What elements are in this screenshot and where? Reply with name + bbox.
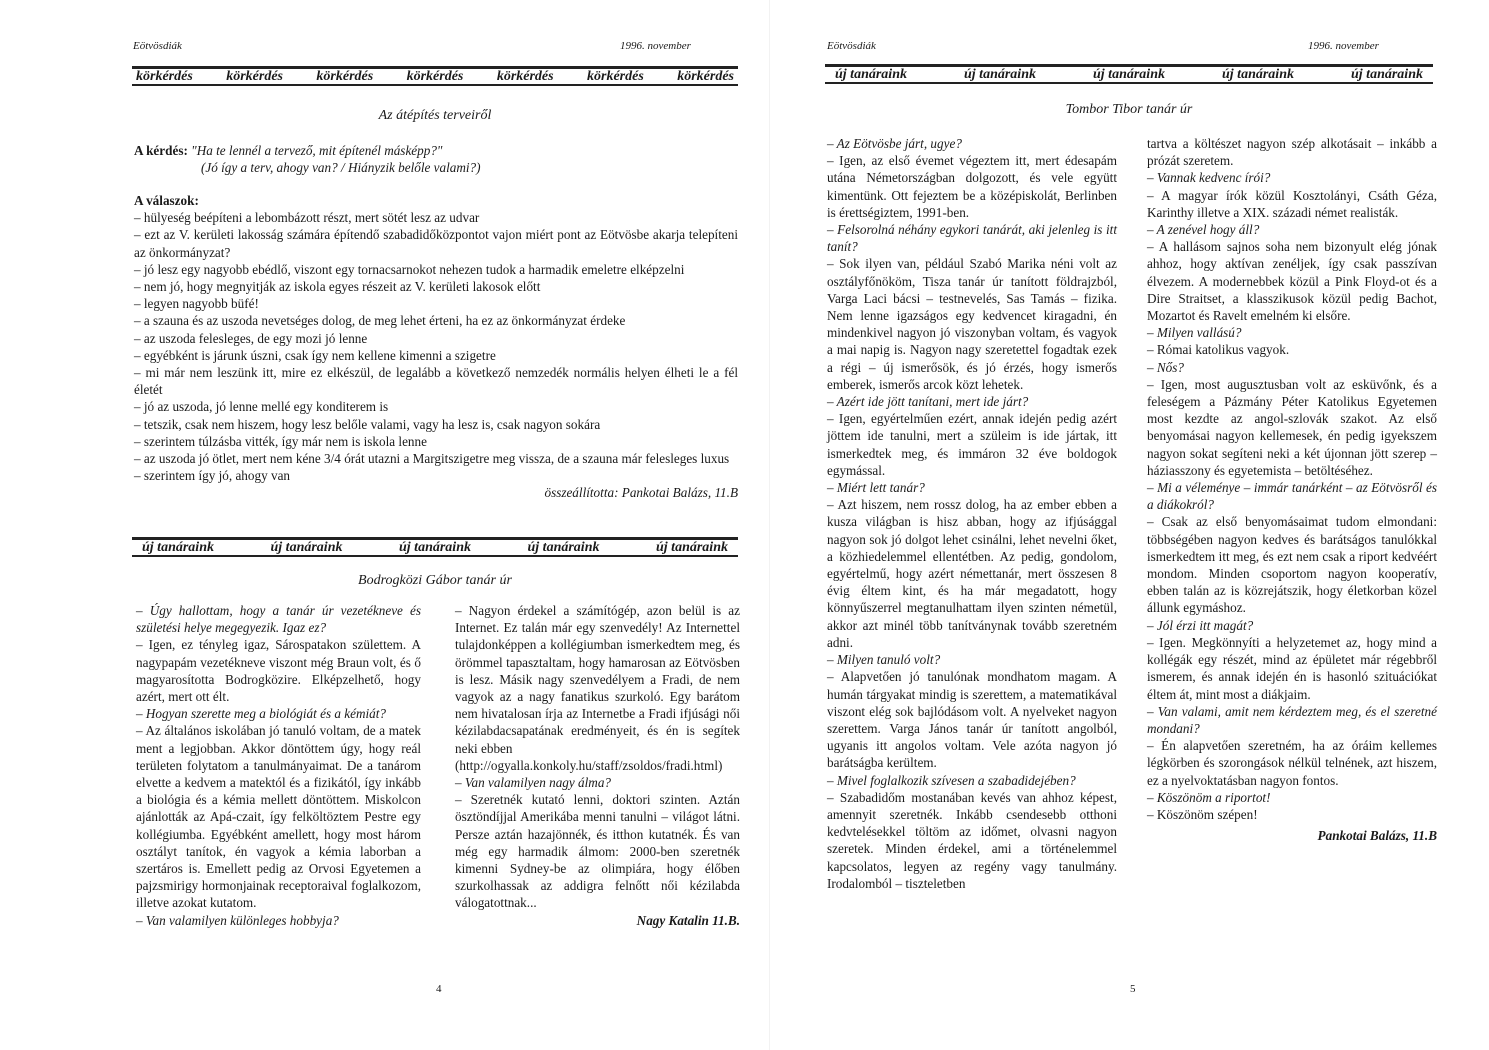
interview-answer: – Sok ilyen van, például Szabó Marika néni volt az osztályfőnököm, Tisza tanár úr tanított földrajzból, Varga Laci bácsi – testnevelés, Sas Tamás – fizika. Nem lenne igazságos egy kedvencet kiragadni, én mindenkivel nagyon jó viszonyban voltam, és vagyok a mai napig is. Nagyon nagy szeretettel fogadtak ezek a régi – új ismerősök, és jó érzés, hogy ismerős emberek, ismerős arcok közt lehetek. — [827, 256, 1117, 392]
section-bar-uj-tanaraink — [825, 64, 1433, 84]
interview-answer: – Igen, egyértelműen ezért, annak idején pedig azért jöttem ide tanulni, mert a szüleim is ide jártak, itt ismerkedtek meg, és immáron 32 éve boldogok egymással. — [827, 411, 1117, 478]
section-label: körkérdés — [136, 68, 193, 84]
interview-question: – Mivel foglalkozik szívesen a szabadidejében? — [827, 772, 1076, 788]
interview-answer: (http://ogyalla.konkoly.hu/staff/zsoldos/fradi.html) — [455, 757, 723, 773]
interview-answer: – Igen. Megkönnyíti a helyzetemet az, hogy mind a kollégák egy részét, mind az épületet már régebbről ismerem, és annak idején én is hasonló szituációkat éltem át, mint most a diákjaim. — [1147, 634, 1437, 702]
interview-column-2 — [1147, 135, 1437, 844]
interview-answer: – Azt hiszem, nem rossz dolog, ha az ember ebben a kusza világban is hisz abban, hogy az ifjúsággal nagyon sok jó dolgot lehet csinálni, lehet nevelni őket, a közhiedelemmel ellentétben. Az pedig, gondolom, egyértelmű, hogy azért némettanár, mert összesen 8 évig éltem kint, és ha már megadatott, hogy könnyűszerrel megtanulhattam ilyen szinten németül, akkor azt minél több tanítványnak tovább szeretném adni. — [827, 497, 1117, 650]
survey-answer: – hülyeség beépíteni a lebombázott részt, mert sötét lesz az udvar — [134, 210, 480, 226]
survey-title: Az átépítés terveiről — [378, 108, 492, 123]
interview-column-1 — [136, 602, 421, 929]
interview-answer: – Én alapvetően szeretném, ha az óráim kellemes légkörben és szorongások nélkül telnének, azt hiszem, ez a nyelvoktatásban nagyon fontos. — [1147, 738, 1437, 788]
interview-answer: – Az általános iskolában jó tanuló voltam, de a matek ment a legjobban. Akkor döntöttem úgy, hogy reál területen folytatom a tanulmányaimat. De a tanárom elvette a kedvem a matektól és a fizikától, így inkább a biológia és a kémia mellett döntöttem. Miskolcon ajánlották az Apá-czait, így felköltöztem Pestre egy kollégiumba. Egyébként amellett, hogy most három osztályt tanítok, én vagyok a kémia laborban a szertáros is. Emellett pedig az Orvosi Egyetemen a pajzsmirigy hormonjainak receptoraival foglalkozom, illetve azokat kutatom. — [136, 723, 421, 911]
survey-answer: – mi már nem leszünk itt, mire ez elkészül, de legalább a következő nemzedék normális helyen élheti le a fél életét — [134, 365, 738, 398]
running-head-title: Eötvösdiák — [827, 40, 876, 52]
interview-answer: – Nagyon érdekel a számítógép, azon belül is az Internet. Ez talán már egy szenvedély! Az Internettel tulajdonképpen a kollégiumban ismerkedtem meg, és örömmel tapasztaltam, hogy hamarosan az Eötvösben is lesz. Másik nagy szenvedélyem a Fradi, de nem vagyok az a nagy fanatikus szurkoló. Egy barátom nem hivatalosan írja az Internetbe a Fradi ifjúsági női kézilabdacsapatának eredményeit, és én is segítek neki ebben — [455, 603, 740, 756]
column-body — [455, 602, 740, 912]
interview-title: Bodrogközi Gábor tanár úr — [358, 573, 512, 588]
section-label: körkérdés — [226, 68, 283, 84]
section-label: új tanáraink — [1093, 66, 1165, 82]
survey-signature: összeállította: Pankotai Balázs, 11.B — [544, 485, 738, 501]
interview-signature: Pankotai Balázs, 11.B — [1317, 828, 1437, 844]
section-label: új tanáraink — [964, 66, 1036, 82]
answers-label: A válaszok: — [134, 193, 199, 208]
survey-answer: – nem jó, hogy megnyitják az iskola egyes részeit az V. kerületi lakosok előtt — [134, 279, 541, 295]
section-bar-korkerdes — [132, 66, 738, 86]
interview-answer: – Igen, az első évemet végeztem itt, mert édesapám utána Németországban dolgozott, és vele együtt kimentünk. Ott fejeztem be a középiskolát, Berlinben is érettségiztem, 1991-ben. — [827, 153, 1117, 220]
interview-signature: Nagy Katalin 11.B. — [636, 912, 740, 928]
section-label: új tanáraink — [1351, 66, 1423, 82]
interview-question: – Jól érzi itt magát? — [1147, 617, 1254, 633]
column-body — [1147, 135, 1437, 823]
section-label: új tanáraink — [835, 66, 907, 82]
page-number: 5 — [1130, 983, 1136, 995]
answers-list — [134, 209, 738, 484]
page-5 — [770, 0, 1489, 1050]
section-label: körkérdés — [677, 68, 734, 84]
interview-answer: – Római katolikus vagyok. — [1147, 342, 1290, 358]
interview-answer: – Szeretnék kutató lenni, doktori szinten. Aztán ösztöndíjjal Amerikába menni tanulni – világot látni. Persze aztán hazajönnék, és itthon kutatnék. És van még egy harmadik álmom: 2000-ben szeretnék kimenni Sydney-be az olimpiára, hogy élőben szurkolhassak az addigra felnőtt női kézilabda válogatottnak... — [455, 792, 740, 911]
survey-answer: – jó lesz egy nagyobb ebédlő, viszont egy tornacsarnokot nehezen tudok a harmadik emeletre elképzelni — [134, 261, 685, 277]
interview-question: – Úgy hallottam, hogy a tanár úr vezetékneve és születési helye megegyezik. Igaz ez? — [136, 603, 421, 636]
section-label: új tanáraink — [399, 539, 471, 555]
interview-answer: – A hallásom sajnos soha nem bizonyult elég jónak ahhoz, hogy aktívan zenéljek, így csak passzívan élvezem. A modernebbek közül a Pink Floyd-ot és a Dire Straitset, a klasszikusok közül pedig Bachot, Mozartot és Ravelt emelném ki elsőre. — [1147, 239, 1437, 324]
survey-answer: – ezt az V. kerületi lakosság számára építendő szabadidőközpontot vajon miért pont az Eötvösbe akarja telepíteni az önkormányzat? — [134, 227, 738, 260]
interview-question: – Azért ide jött tanítani, mert ide járt? — [827, 394, 1029, 410]
interview-column-2 — [455, 602, 740, 929]
section-label: körkérdés — [587, 68, 644, 84]
question-text: "Ha te lennél a tervező, mit építenél másképp?" — [191, 143, 443, 158]
interview-answer: – Köszönöm szépen! — [1147, 806, 1258, 822]
survey-answer: – egyébként is járunk úszni, csak így nem kellene kimenni a szigetre — [134, 347, 496, 363]
interview-answer: tartva a költészet nagyon szép alkotásait – inkább a prózát szeretem. — [1147, 136, 1437, 169]
section-label: új tanáraink — [270, 539, 343, 555]
interview-column-1 — [827, 135, 1117, 892]
question-label: A kérdés: — [134, 143, 188, 158]
survey-question — [134, 142, 738, 176]
interview-question: – Van valami, amit nem kérdeztem meg, és el szeretné mondani? — [1147, 703, 1437, 736]
section-label: körkérdés — [316, 68, 374, 84]
interview-question: – Miért lett tanár? — [827, 480, 925, 496]
survey-answers — [134, 192, 738, 502]
interview-question: – A zenével hogy áll? — [1147, 222, 1260, 238]
interview-answer: – Csak az első benyomásaimat tudom elmondani: többségében nagyon kedves és barátságos tanulókkal ismerkedtem itt meg, és ezt nem csak a riport kedvéért mondom. Minden csoportom nagyon kooperatív, ebben talán az is közrejátszik, hogy életkorban közel állunk egymáshoz. — [1147, 514, 1437, 616]
interview-answer: – Igen, ez tényleg igaz, Sárospatakon születtem. A nagypapám vezetékneve viszont még Braun volt, és ő magyarosította Bodrogközire. Elképzelhető, hogy azért, mert ott élt. — [136, 637, 421, 705]
interview-question: – Nős? — [1147, 359, 1185, 375]
interview-answer: – Alapvetően jó tanulónak mondhatom magam. A humán tárgyakat mindig is szerettem, a matematikával viszont elég sok bajlódásom volt. A nyelveket nagyon szerettem. Varga János tanár úr tanított angolból, ugyanis itt angolos voltam. Vele azóta nagyon jó barátságba kerültem. — [827, 669, 1117, 771]
interview-question: – Az Eötvösbe járt, ugye? — [827, 136, 962, 151]
section-label: körkérdés — [406, 68, 464, 84]
running-head-date: 1996. november — [620, 40, 691, 52]
section-label: körkérdés — [496, 68, 554, 84]
interview-question: – Felsorolná néhány egykori tanárát, aki jelenleg is itt tanít? — [827, 222, 1117, 255]
interview-question: – Köszönöm a riportot! — [1147, 789, 1271, 805]
survey-answer: – legyen nagyobb büfé! — [134, 296, 259, 312]
section-bar-uj-tanaraink — [132, 537, 738, 557]
section-label: új tanáraink — [527, 539, 600, 555]
interview-question: – Mi a véleménye – immár tanárként – az Eötvösről és a diákokról? — [1147, 480, 1437, 513]
question-subtext: (Jó így a terv, ahogy van? / Hiányzik belőle valami?) — [201, 160, 481, 176]
interview-answer: – Szabadidőm mostanában kevés van ahhoz képest, amennyit szeretnék. Inkább csendesebb otthoni kedvtelésekkel töltöm az időmet, olvasni nagyon szeretek. Minden érdekel, ami a történelemmel kapcsolatos, legyen az regény vagy tanulmány. Irodalomból – tiszteletben — [827, 789, 1117, 891]
interview-question: – Van valamilyen nagy álma? — [455, 775, 612, 791]
survey-answer: – az uszoda felesleges, de egy mozi jó lenne — [134, 330, 368, 346]
interview-answer: – Igen, most augusztusban volt az esküvőnk, és a feleségem a Pázmány Péter Katolikus Egyetemen most kezdte az angol-szlovák szakot. Az első benyomásai nagyon kellemesek, én pedig igyekszem nagyon sokat segíteni neki a két újonnan jött szerep – háziasszony és egyetemista – betöltéséhez. — [1147, 376, 1437, 478]
section-label: új tanáraink — [1222, 66, 1294, 82]
interview-answer: – A magyar írók közül Kosztolányi, Csáth Géza, Karinthy illetve a XIX. századi német realisták. — [1147, 187, 1437, 220]
section-label: új tanáraink — [142, 539, 214, 555]
interview-question: – Milyen vallású? — [1147, 325, 1242, 341]
interview-question: – Milyen tanuló volt? — [827, 652, 941, 668]
interview-question: – Vannak kedvenc írói? — [1147, 170, 1271, 186]
running-head-date: 1996. november — [1308, 40, 1379, 52]
interview-question: – Van valamilyen különleges hobbyja? — [136, 912, 339, 928]
survey-answer: – szerintem túlzásba vitték, így már nem is iskola lenne — [134, 433, 427, 449]
survey-answer: – az uszoda jó ötlet, mert nem kéne 3/4 órát utazni a Margitszigetre meg vissza, de a szauna már felesleges luxus — [134, 451, 730, 467]
survey-answer: – tetszik, csak nem hiszem, hogy lesz belőle valami, vagy ha lesz is, csak nagyon sokára — [134, 416, 601, 432]
survey-answer: – jó az uszoda, jó lenne mellé egy konditerem is — [134, 399, 389, 415]
section-label: új tanáraink — [656, 539, 728, 555]
page-number: 4 — [436, 983, 442, 995]
running-head-title: Eötvösdiák — [133, 40, 182, 52]
interview-question: – Hogyan szerette meg a biológiát és a kémiát? — [136, 706, 387, 722]
interview-title: Tombor Tibor tanár úr — [1065, 102, 1193, 117]
survey-answer: – szerintem így jó, ahogy van — [134, 468, 291, 484]
survey-answer: – a szauna és az uszoda nevetséges dolog, de meg lehet érteni, ha ez az önkormányzat érdeke — [134, 313, 626, 329]
